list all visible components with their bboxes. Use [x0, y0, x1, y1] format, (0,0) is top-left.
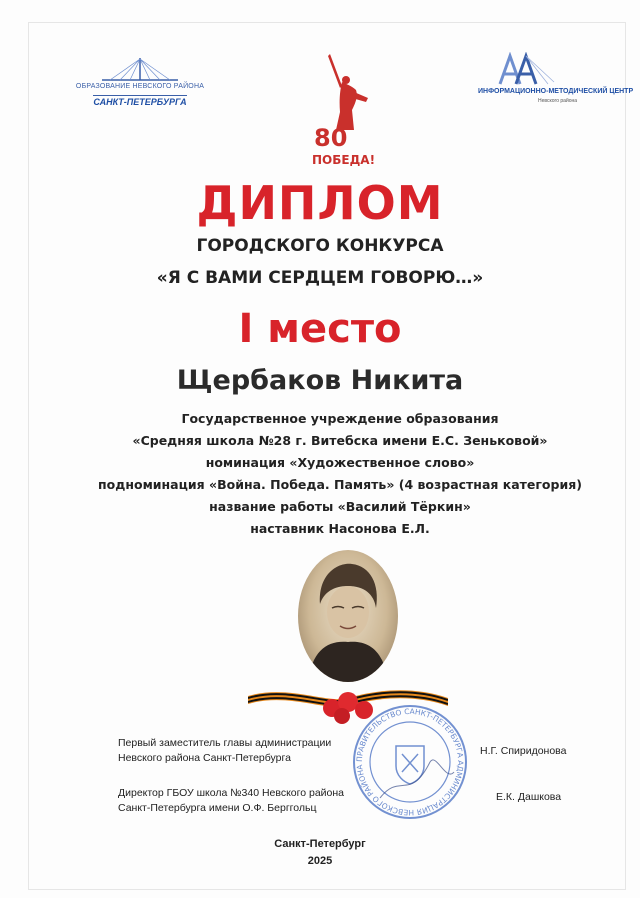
diploma-title: ДИПЛОМ — [196, 176, 444, 230]
detail-line: наставник Насонова Е.Л. — [250, 521, 430, 536]
emblem-number: 80 — [314, 124, 348, 152]
nevsky-education-logo — [70, 56, 210, 109]
signatory-title-line: Санкт-Петербурга имени О.Ф. Берггольц — [118, 802, 317, 814]
first-signatory-title — [118, 736, 331, 766]
victory-80-emblem — [306, 52, 386, 170]
place-award: I место — [238, 306, 402, 352]
bridge-icon — [100, 56, 180, 82]
first-signatory-name: Н.Г. Спиридонова — [480, 745, 567, 757]
signatory-title-line: Невского района Санкт-Петербурга — [118, 752, 291, 764]
logo-right-line1: ИНФОРМАЦИОННО-МЕТОДИЧЕСКИЙ ЦЕНТР — [478, 88, 634, 95]
signatory-title-line: Первый заместитель главы администрации — [118, 737, 332, 749]
detail-line: подноминация «Война. Победа. Память» (4 возрастная категория) — [98, 477, 582, 492]
logo-right-line2: Невского района — [538, 98, 578, 104]
recipient-name: Щербаков Никита — [176, 365, 464, 396]
footer-city: Санкт-Петербург — [274, 838, 366, 850]
logo-left-line2: САНКТ-ПЕТЕРБУРГА — [93, 97, 187, 107]
signatory-title-line: Директор ГБОУ школа №340 Невского района — [118, 787, 345, 799]
detail-line: название работы «Василий Тёркин» — [209, 499, 471, 514]
aa-logo-icon — [496, 52, 556, 86]
second-signatory-title — [118, 786, 344, 816]
portrait-photo — [298, 550, 398, 682]
award-details — [0, 408, 640, 540]
second-signatory-name: Е.К. Дашкова — [496, 791, 562, 803]
footer-year: 2025 — [307, 855, 333, 867]
logo-left-line1: ОБРАЗОВАНИЕ НЕВСКОГО РАЙОНА — [75, 83, 205, 90]
footer-place-date — [0, 836, 640, 870]
detail-line: «Средняя школа №28 г. Витебска имени Е.С. Зеньковой» — [132, 433, 548, 448]
stamp-text: ПРАВИТЕЛЬСТВО САНКТ-ПЕТЕРБУРГА АДМИНИСТРАЦИЯ НЕВСКОГО РАЙОНА — [354, 706, 466, 818]
contest-line-2: «Я С ВАМИ СЕРДЦЕМ ГОВОРЮ…» — [156, 268, 484, 288]
emblem-text: ПОБЕДА! — [312, 153, 376, 167]
contest-line-1: ГОРОДСКОГО КОНКУРСА — [196, 236, 444, 256]
official-stamp — [350, 702, 470, 822]
motherland-statue-icon — [328, 54, 368, 130]
signature-scribble — [380, 760, 454, 798]
detail-line: Государственное учреждение образования — [181, 411, 499, 426]
detail-line: номинация «Художественное слово» — [205, 455, 475, 470]
